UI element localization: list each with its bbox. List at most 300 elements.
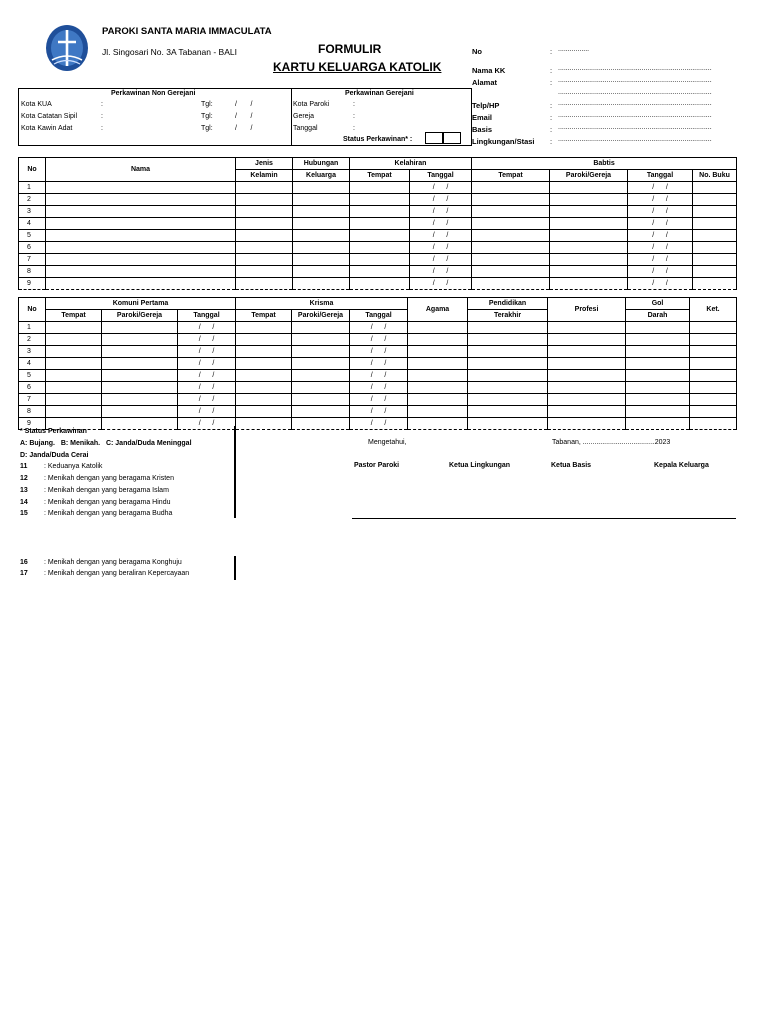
col-terakhir: Terakhir bbox=[468, 310, 548, 322]
table-cell[interactable] bbox=[236, 382, 292, 394]
table-cell[interactable] bbox=[690, 382, 737, 394]
row-number: 2 bbox=[19, 194, 46, 206]
form-subtitle: KARTU KELUARGA KATOLIK bbox=[273, 60, 442, 74]
row-number: 7 bbox=[19, 394, 46, 406]
row-number: 3 bbox=[19, 206, 46, 218]
signature-kepala-keluarga: Kepala Keluarga bbox=[654, 462, 709, 469]
col-krisma-tanggal: Tanggal bbox=[350, 310, 408, 322]
date-cell[interactable]: / / bbox=[350, 370, 408, 382]
table-cell[interactable] bbox=[472, 182, 550, 194]
table-cell[interactable] bbox=[548, 382, 626, 394]
table-cell[interactable] bbox=[236, 358, 292, 370]
table-cell[interactable] bbox=[236, 370, 292, 382]
table-cell[interactable] bbox=[46, 242, 236, 254]
table-cell[interactable] bbox=[293, 230, 350, 242]
date-cell[interactable]: / / bbox=[178, 418, 236, 430]
field-input-email[interactable]: ............................................................................... bbox=[558, 112, 712, 119]
tanggal-label: Tanggal bbox=[293, 125, 318, 132]
table-cell[interactable] bbox=[293, 254, 350, 266]
table-cell[interactable] bbox=[626, 370, 690, 382]
table-cell[interactable] bbox=[102, 346, 178, 358]
table-row bbox=[19, 182, 737, 194]
table-cell[interactable] bbox=[693, 254, 737, 266]
col-komuni-tanggal: Tanggal bbox=[178, 310, 236, 322]
table-cell[interactable] bbox=[293, 278, 350, 290]
row-number: 6 bbox=[19, 242, 46, 254]
col-babtis-paroki: Paroki/Gereja bbox=[550, 170, 628, 182]
kota-kua-label: Kota KUA bbox=[21, 101, 52, 108]
table-cell[interactable] bbox=[236, 206, 293, 218]
row-number: 5 bbox=[19, 370, 46, 382]
table-cell[interactable] bbox=[293, 266, 350, 278]
sacraments-table bbox=[18, 297, 737, 430]
table-cell[interactable] bbox=[102, 370, 178, 382]
table-row bbox=[19, 346, 737, 358]
table-cell[interactable] bbox=[350, 230, 410, 242]
date-cell[interactable]: / / bbox=[628, 194, 693, 206]
date-cell[interactable]: / / bbox=[178, 382, 236, 394]
row-number: 8 bbox=[19, 406, 46, 418]
table-cell[interactable] bbox=[548, 334, 626, 346]
date-cell[interactable]: / / bbox=[628, 254, 693, 266]
row-number: 1 bbox=[19, 182, 46, 194]
date-cell[interactable]: / / bbox=[628, 242, 693, 254]
table-cell[interactable] bbox=[550, 218, 628, 230]
field-label-telp: Telp/HP bbox=[472, 101, 500, 110]
table-cell[interactable] bbox=[102, 322, 178, 334]
col-no: No bbox=[19, 158, 46, 182]
col-babtis: Babtis bbox=[472, 158, 737, 170]
table-row bbox=[19, 266, 737, 278]
table-row bbox=[19, 394, 737, 406]
signature-ketua-lingkungan: Ketua Lingkungan bbox=[449, 462, 511, 469]
row-number: 8 bbox=[19, 266, 46, 278]
field-input-alamat-2[interactable]: ............................................................................... bbox=[558, 89, 712, 96]
table-cell[interactable] bbox=[468, 346, 548, 358]
table-cell[interactable] bbox=[46, 194, 236, 206]
legend-text: : Menikah dengan yang beragama Konghuju bbox=[44, 559, 182, 566]
date-input-catatan-sipil[interactable]: / / bbox=[235, 113, 253, 120]
table-cell[interactable] bbox=[693, 218, 737, 230]
table-cell[interactable] bbox=[690, 322, 737, 334]
date-cell[interactable]: / / bbox=[410, 182, 472, 194]
date-cell[interactable]: / / bbox=[410, 206, 472, 218]
col-babtis-tanggal: Tanggal bbox=[628, 170, 693, 182]
table-cell[interactable] bbox=[693, 266, 737, 278]
field-colon: : bbox=[353, 125, 355, 132]
col-profesi: Profesi bbox=[548, 298, 626, 322]
table-cell[interactable] bbox=[46, 358, 102, 370]
marriage-section bbox=[18, 88, 472, 146]
table-cell[interactable] bbox=[46, 182, 236, 194]
table-cell[interactable] bbox=[408, 382, 468, 394]
legend-divider bbox=[234, 426, 236, 518]
table-cell[interactable] bbox=[626, 382, 690, 394]
table-cell[interactable] bbox=[626, 346, 690, 358]
table-cell[interactable] bbox=[236, 278, 293, 290]
table-cell[interactable] bbox=[350, 278, 410, 290]
table-cell[interactable] bbox=[46, 370, 102, 382]
field-colon: : bbox=[353, 113, 355, 120]
table-cell[interactable] bbox=[46, 266, 236, 278]
col-ket: Ket. bbox=[690, 298, 737, 322]
table-cell[interactable] bbox=[236, 230, 293, 242]
table-cell[interactable] bbox=[236, 334, 292, 346]
field-colon: : bbox=[550, 66, 553, 75]
table-cell[interactable] bbox=[693, 194, 737, 206]
col-babtis-tempat: Tempat bbox=[472, 170, 550, 182]
table-cell[interactable] bbox=[472, 242, 550, 254]
table-cell[interactable] bbox=[236, 418, 292, 430]
table-cell[interactable] bbox=[350, 254, 410, 266]
table-cell[interactable] bbox=[468, 358, 548, 370]
marriage-divider bbox=[291, 89, 292, 145]
table-cell[interactable] bbox=[292, 322, 350, 334]
field-colon: : bbox=[353, 101, 355, 108]
field-colon: : bbox=[101, 101, 103, 108]
table-cell[interactable] bbox=[236, 322, 292, 334]
row-number: 2 bbox=[19, 334, 46, 346]
table-cell[interactable] bbox=[102, 382, 178, 394]
field-label-basis: Basis bbox=[472, 125, 493, 134]
col-agama: Agama bbox=[408, 298, 468, 322]
table-cell[interactable] bbox=[102, 418, 178, 430]
table-cell[interactable] bbox=[548, 418, 626, 430]
table-cell[interactable] bbox=[626, 394, 690, 406]
legend-text: : Menikah dengan yang beragama Hindu bbox=[44, 499, 171, 506]
field-colon: : bbox=[550, 101, 553, 110]
legend-line-2: D: Janda/Duda Cerai bbox=[20, 452, 89, 459]
table-cell[interactable] bbox=[693, 278, 737, 290]
date-cell[interactable]: / / bbox=[350, 394, 408, 406]
table-cell[interactable] bbox=[350, 242, 410, 254]
table-cell[interactable] bbox=[468, 322, 548, 334]
table-row bbox=[19, 418, 737, 430]
date-cell[interactable]: / / bbox=[350, 406, 408, 418]
table-cell[interactable] bbox=[292, 358, 350, 370]
table-cell[interactable] bbox=[408, 334, 468, 346]
table-cell[interactable] bbox=[550, 278, 628, 290]
date-cell[interactable]: / / bbox=[178, 406, 236, 418]
table-cell[interactable] bbox=[550, 266, 628, 278]
field-input-lingkungan[interactable]: ............................................................................... bbox=[558, 136, 712, 143]
row-number: 4 bbox=[19, 218, 46, 230]
date-cell[interactable]: / / bbox=[178, 394, 236, 406]
field-label-email: Email bbox=[472, 113, 493, 122]
row-number: 1 bbox=[19, 322, 46, 334]
table-cell[interactable] bbox=[408, 322, 468, 334]
table-cell[interactable] bbox=[472, 206, 550, 218]
table-cell[interactable] bbox=[236, 218, 293, 230]
table-cell[interactable] bbox=[550, 254, 628, 266]
table-cell[interactable] bbox=[293, 194, 350, 206]
table-cell[interactable] bbox=[550, 182, 628, 194]
table-cell[interactable] bbox=[550, 206, 628, 218]
table-cell[interactable] bbox=[46, 394, 102, 406]
table-cell[interactable] bbox=[46, 230, 236, 242]
signature-ketua-basis: Ketua Basis bbox=[551, 462, 592, 469]
field-label-no: No bbox=[472, 47, 482, 56]
table-cell[interactable] bbox=[550, 242, 628, 254]
signature-pastor-paroki: Pastor Paroki bbox=[354, 462, 400, 469]
table-cell[interactable] bbox=[690, 394, 737, 406]
date-cell[interactable]: / / bbox=[350, 358, 408, 370]
table-row bbox=[19, 218, 737, 230]
date-cell[interactable]: / / bbox=[410, 278, 472, 290]
table-cell[interactable] bbox=[236, 346, 292, 358]
table-cell[interactable] bbox=[102, 394, 178, 406]
table-cell[interactable] bbox=[548, 346, 626, 358]
table-row bbox=[19, 406, 737, 418]
table-cell[interactable] bbox=[293, 206, 350, 218]
field-colon: : bbox=[550, 78, 553, 87]
field-colon: : bbox=[550, 125, 553, 134]
form-title: FORMULIR bbox=[318, 42, 382, 56]
table-cell[interactable] bbox=[468, 382, 548, 394]
table-cell[interactable] bbox=[408, 370, 468, 382]
table-cell[interactable] bbox=[292, 346, 350, 358]
col-kelahiran-tanggal: Tanggal bbox=[410, 170, 472, 182]
date-cell[interactable]: / / bbox=[178, 358, 236, 370]
col-komuni-paroki: Paroki/Gereja bbox=[102, 310, 178, 322]
table-cell[interactable] bbox=[693, 242, 737, 254]
date-cell[interactable]: / / bbox=[350, 382, 408, 394]
table-cell[interactable] bbox=[292, 334, 350, 346]
table-cell[interactable] bbox=[292, 394, 350, 406]
table-cell[interactable] bbox=[550, 194, 628, 206]
table-cell[interactable] bbox=[46, 218, 236, 230]
table-cell[interactable] bbox=[626, 334, 690, 346]
table-cell[interactable] bbox=[350, 266, 410, 278]
table-row bbox=[19, 334, 737, 346]
date-cell[interactable]: / / bbox=[350, 322, 408, 334]
table-row bbox=[19, 382, 737, 394]
table-cell[interactable] bbox=[236, 182, 293, 194]
tgl-label: Tgl: bbox=[201, 113, 213, 120]
non-church-marriage-title: Perkawinan Non Gerejani bbox=[111, 90, 196, 97]
date-cell[interactable]: / / bbox=[350, 418, 408, 430]
table-cell[interactable] bbox=[102, 358, 178, 370]
table-cell[interactable] bbox=[468, 406, 548, 418]
table-cell[interactable] bbox=[236, 394, 292, 406]
table-cell[interactable] bbox=[548, 322, 626, 334]
table-cell[interactable] bbox=[408, 358, 468, 370]
table-cell[interactable] bbox=[468, 418, 548, 430]
col-hubungan: Hubungan bbox=[293, 158, 350, 170]
legend-code: 15 bbox=[20, 510, 28, 517]
table-cell[interactable] bbox=[626, 358, 690, 370]
date-cell[interactable]: / / bbox=[350, 346, 408, 358]
tgl-label: Tgl: bbox=[201, 101, 213, 108]
table-cell[interactable] bbox=[626, 322, 690, 334]
table-cell[interactable] bbox=[350, 182, 410, 194]
date-cell[interactable]: / / bbox=[350, 334, 408, 346]
table-cell[interactable] bbox=[690, 358, 737, 370]
col-komuni: Komuni Pertama bbox=[46, 298, 236, 310]
members-table bbox=[18, 157, 737, 290]
table-cell[interactable] bbox=[408, 406, 468, 418]
date-cell[interactable]: / / bbox=[628, 230, 693, 242]
table-cell[interactable] bbox=[408, 346, 468, 358]
mengetahui-label: Mengetahui, bbox=[368, 439, 407, 446]
table-cell[interactable] bbox=[690, 334, 737, 346]
legend-text: : Menikah dengan yang beragama Islam bbox=[44, 487, 169, 494]
table-cell[interactable] bbox=[472, 218, 550, 230]
table-cell[interactable] bbox=[102, 334, 178, 346]
table-cell[interactable] bbox=[293, 218, 350, 230]
legend-text: : Menikah dengan yang beraliran Kepercayaan bbox=[44, 570, 190, 577]
date-input-kawin-adat[interactable]: / / bbox=[235, 125, 253, 132]
table-cell[interactable] bbox=[468, 394, 548, 406]
col-kelahiran: Kelahiran bbox=[350, 158, 472, 170]
table-row bbox=[19, 370, 737, 382]
table-cell[interactable] bbox=[236, 242, 293, 254]
row-number: 5 bbox=[19, 230, 46, 242]
col-krisma-paroki: Paroki/Gereja bbox=[292, 310, 350, 322]
table-cell[interactable] bbox=[46, 382, 102, 394]
field-label-nama-kk: Nama KK bbox=[472, 66, 506, 75]
date-cell[interactable]: / / bbox=[178, 322, 236, 334]
col-no: No bbox=[19, 298, 46, 322]
table-cell[interactable] bbox=[690, 346, 737, 358]
col-kelamin: Kelamin bbox=[236, 170, 293, 182]
date-cell[interactable]: / / bbox=[410, 218, 472, 230]
table-cell[interactable] bbox=[102, 406, 178, 418]
table-cell[interactable] bbox=[626, 418, 690, 430]
col-krisma: Krisma bbox=[236, 298, 408, 310]
row-number: 3 bbox=[19, 346, 46, 358]
place-date: Tabanan, .....................................2023 bbox=[552, 439, 671, 446]
table-cell[interactable] bbox=[690, 406, 737, 418]
date-cell[interactable]: / / bbox=[178, 346, 236, 358]
date-cell[interactable]: / / bbox=[410, 194, 472, 206]
date-cell[interactable]: / / bbox=[410, 254, 472, 266]
date-cell[interactable]: / / bbox=[628, 206, 693, 218]
table-row bbox=[19, 278, 737, 290]
table-cell[interactable] bbox=[693, 182, 737, 194]
table-cell[interactable] bbox=[472, 194, 550, 206]
legend-text: : Menikah dengan yang beragama Budha bbox=[44, 510, 173, 517]
parish-name: PAROKI SANTA MARIA IMMACULATA bbox=[102, 26, 272, 37]
table-cell[interactable] bbox=[550, 230, 628, 242]
table-cell[interactable] bbox=[548, 406, 626, 418]
legend-code: 12 bbox=[20, 475, 28, 482]
table-cell[interactable] bbox=[548, 358, 626, 370]
table-cell[interactable] bbox=[46, 254, 236, 266]
table-cell[interactable] bbox=[548, 370, 626, 382]
table-cell[interactable] bbox=[236, 254, 293, 266]
date-cell[interactable]: / / bbox=[628, 278, 693, 290]
field-input-basis[interactable]: ............................................................................... bbox=[558, 124, 712, 131]
signature-line bbox=[352, 518, 736, 519]
field-input-no[interactable]: ................ bbox=[558, 46, 590, 53]
table-cell[interactable] bbox=[236, 406, 292, 418]
col-jenis: Jenis bbox=[236, 158, 293, 170]
table-cell[interactable] bbox=[350, 218, 410, 230]
field-colon: : bbox=[550, 113, 553, 122]
col-darah: Darah bbox=[626, 310, 690, 322]
date-cell[interactable]: / / bbox=[178, 334, 236, 346]
table-cell[interactable] bbox=[408, 418, 468, 430]
table-cell[interactable] bbox=[690, 370, 737, 382]
gereja-label: Gereja bbox=[293, 113, 315, 120]
table-cell[interactable] bbox=[293, 242, 350, 254]
date-input-kua[interactable]: / / bbox=[235, 101, 253, 108]
col-pendidikan: Pendidikan bbox=[468, 298, 548, 310]
table-cell[interactable] bbox=[468, 334, 548, 346]
date-cell[interactable]: / / bbox=[628, 182, 693, 194]
table-cell[interactable] bbox=[350, 206, 410, 218]
table-cell[interactable] bbox=[292, 370, 350, 382]
table-cell[interactable] bbox=[46, 334, 102, 346]
legend-text: : Menikah dengan yang beragama Kristen bbox=[44, 475, 174, 482]
table-cell[interactable] bbox=[46, 406, 102, 418]
table-cell[interactable] bbox=[292, 418, 350, 430]
date-cell[interactable]: / / bbox=[178, 370, 236, 382]
date-cell[interactable]: / / bbox=[410, 266, 472, 278]
legend-code: 17 bbox=[20, 570, 28, 577]
legend-divider bbox=[234, 556, 236, 580]
date-cell[interactable]: / / bbox=[410, 230, 472, 242]
status-input-box-1[interactable] bbox=[425, 132, 443, 144]
table-cell[interactable] bbox=[408, 394, 468, 406]
col-gol: Gol bbox=[626, 298, 690, 310]
row-number: 6 bbox=[19, 382, 46, 394]
table-cell[interactable] bbox=[693, 206, 737, 218]
table-cell[interactable] bbox=[46, 322, 102, 334]
row-number: 7 bbox=[19, 254, 46, 266]
table-cell[interactable] bbox=[293, 182, 350, 194]
table-row bbox=[19, 254, 737, 266]
table-cell[interactable] bbox=[292, 406, 350, 418]
col-keluarga: Keluarga bbox=[293, 170, 350, 182]
legend-code: 13 bbox=[20, 487, 28, 494]
table-cell[interactable] bbox=[626, 406, 690, 418]
table-cell[interactable] bbox=[472, 230, 550, 242]
kota-paroki-label: Kota Paroki bbox=[293, 101, 330, 108]
table-cell[interactable] bbox=[472, 254, 550, 266]
table-cell[interactable] bbox=[548, 394, 626, 406]
field-input-nama-kk[interactable]: ............................................................................... bbox=[558, 65, 712, 72]
table-cell[interactable] bbox=[236, 194, 293, 206]
table-cell[interactable] bbox=[472, 266, 550, 278]
row-number: 9 bbox=[19, 418, 46, 430]
table-cell[interactable] bbox=[46, 206, 236, 218]
table-cell[interactable] bbox=[693, 230, 737, 242]
table-cell[interactable] bbox=[690, 418, 737, 430]
table-cell[interactable] bbox=[46, 278, 236, 290]
legend-code: 11 bbox=[20, 463, 28, 470]
field-input-telp[interactable]: ............................................................................... bbox=[558, 100, 712, 107]
table-cell[interactable] bbox=[236, 266, 293, 278]
date-cell[interactable]: / / bbox=[410, 242, 472, 254]
table-cell[interactable] bbox=[46, 346, 102, 358]
table-cell[interactable] bbox=[472, 278, 550, 290]
table-cell[interactable] bbox=[292, 382, 350, 394]
field-label-lingkungan: Lingkungan/Stasi bbox=[472, 137, 535, 146]
row-number: 4 bbox=[19, 358, 46, 370]
col-babtis-buku: No. Buku bbox=[693, 170, 737, 182]
date-cell[interactable]: / / bbox=[628, 218, 693, 230]
status-input-box-2[interactable] bbox=[443, 132, 461, 144]
table-row bbox=[19, 194, 737, 206]
field-input-alamat[interactable]: ............................................................................... bbox=[558, 77, 712, 84]
table-cell[interactable] bbox=[350, 194, 410, 206]
legend-code: 14 bbox=[20, 499, 28, 506]
date-cell[interactable]: / / bbox=[628, 266, 693, 278]
table-cell[interactable] bbox=[468, 370, 548, 382]
church-marriage-title: Perkawinan Gerejani bbox=[345, 90, 414, 97]
